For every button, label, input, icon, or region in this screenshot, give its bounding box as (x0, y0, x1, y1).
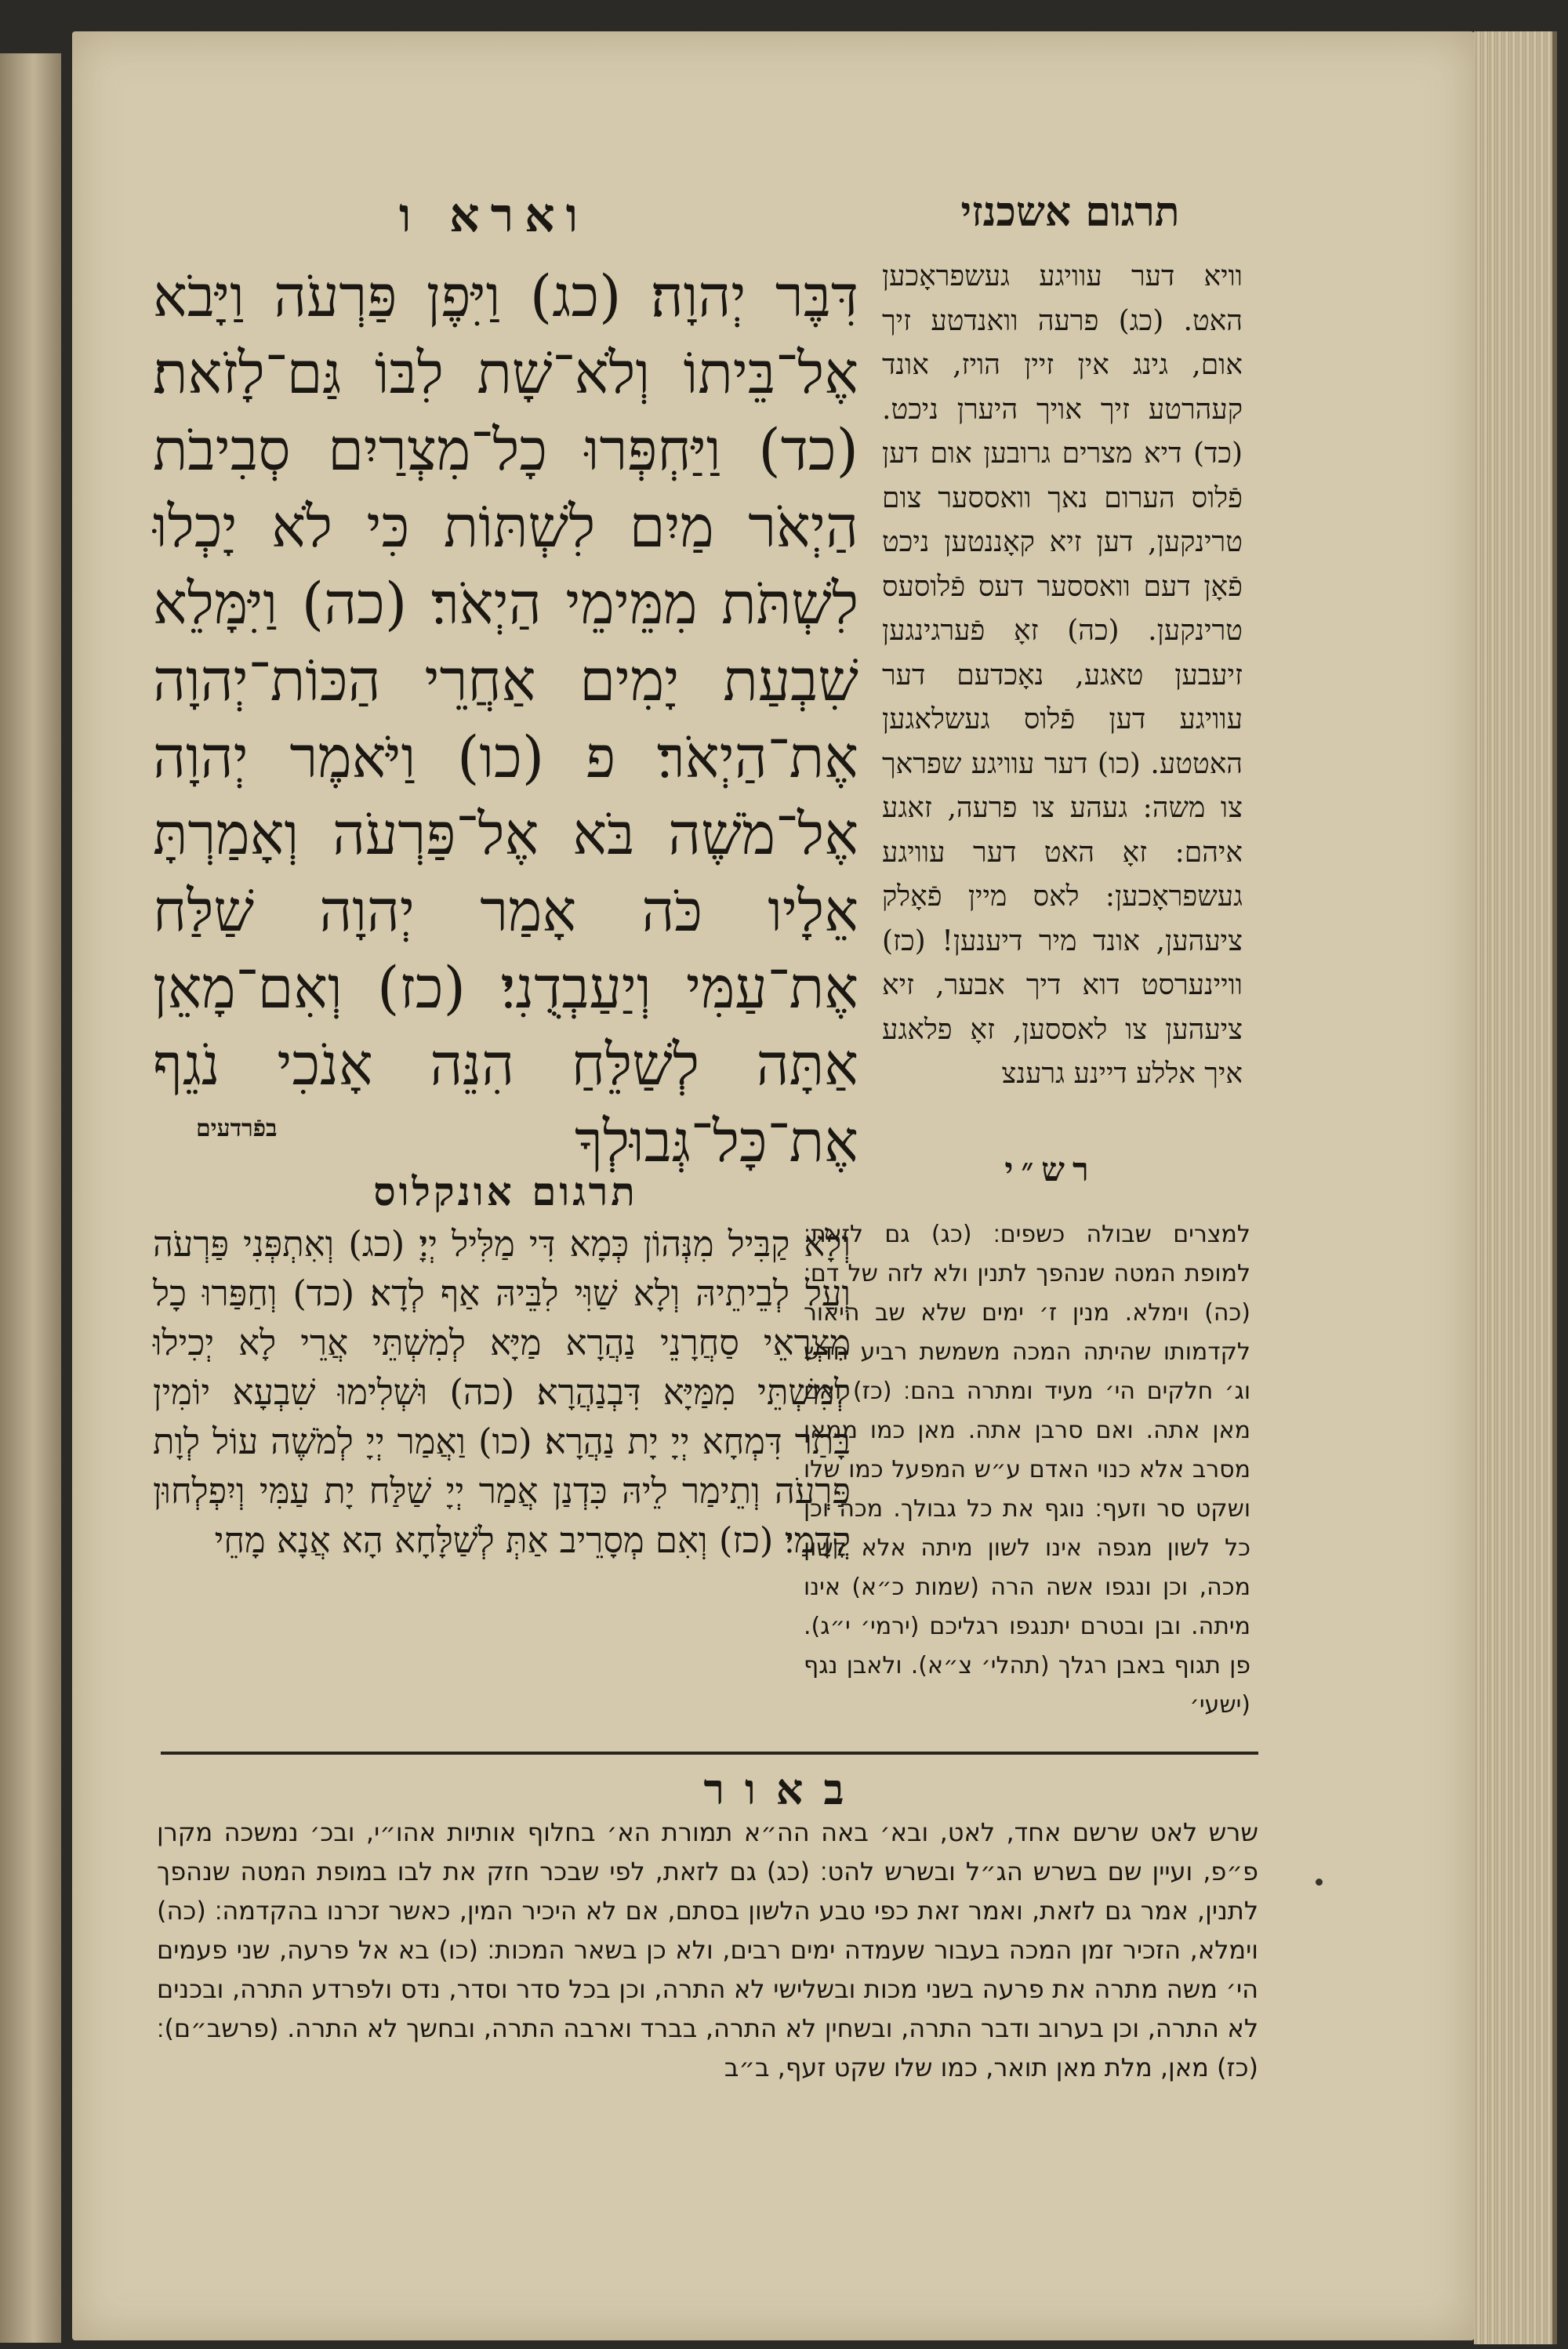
catchword: בפֿרדעים (196, 1115, 278, 1142)
rashi-heading: רש״י (1004, 1150, 1097, 1189)
ink-spot (1316, 1879, 1323, 1886)
torah-text-block: דִּבֶּר יְהוָה׃ (כג) וַיִּפֶן פַּרְעֹה וַיָּבֹא אֶל־בֵּיתוֹ וְלֹא־שָׁת לִבּוֹ גַּם־לָזֹאת׃ (כד) וַיַּחְפְּרוּ כָל־מִצְרַיִם סְבִיבֹת הַיְאֹר מַיִם לִשְׁתּוֹת כִּי לֹא יָכְלוּ לִשְׁתֹּת מִמֵּימֵי הַיְאֹר׃ (כה) וַיִּמָּלֵא שִׁבְעַת יָמִים אַחֲרֵי הַכּוֹת־יְהוָה אֶת־הַיְאֹר׃ פ (כו) וַיֹּאמֶר יְהוָה אֶל־מֹשֶׁה בֹּא אֶל־פַּרְעֹה וְאָמַרְתָּ אֵלָיו כֹּה אָמַר יְהוָה שַׁלַּח אֶת־עַמִּי וְיַעַבְדֻנִי׃ (כז) וְאִם־מָאֵן אַתָּה לְשַׁלֵּחַ הִנֵּה אָנֹכִי נֹגֵף אֶת־כָּל־גְּבוּלְךָ (153, 263, 858, 1175)
section-divider (161, 1752, 1258, 1755)
beur-heading: באור (703, 1764, 865, 1814)
adjacent-page-edge (0, 53, 61, 2343)
header-parsha-title: וארא ו (398, 188, 590, 243)
onkelos-heading: תרגום אונקלוס (373, 1168, 638, 1214)
yiddish-translation-block: וויא דער עוויגע געשפראָכען האט. (כג) פרעה וואנדטע זיך אום, גינג אין זיין הויז, אונד קעהרטע זיך אויך היערן ניכט. (כד) דיא מצרים גרובען אום דען פֿלוס הערום נאך וואססער צום טרינקען, דען זיא קאָננטען ניכט פֿאָן דעם וואססער דעס פֿלוסעס טרינקען. (כה) זאָ פֿערגינגען זיעבען טאגע, נאָכדעם דער עוויגע דען פֿלוס געשלאגען האטטע. (כו) דער עוויגע שפראך צו משה: געהע צו פרעה, זאגע איהם: זאָ האט דער עוויגע געשפראָכען: לאס מיין פֿאָלק ציעהען, אונד מיר דיענען! (כז) וויינערסט דוא דיך אבער, זיא ציעהען צו לאססען, זאָ פלאגע איך אללע דיינע גרענצ (882, 260, 1243, 1090)
page-stack-edge (1474, 31, 1557, 2344)
rashi-text-block: למצרים שבולה כשפים׃ (כג) גם לזאת׃ למופת המטה שנהפך לתנין ולא לזה של דם׃ (כה) וימלא. מנין ז׳ ימים שלא שב היאור לקדמותו שהיתה המכה משמשת רביע חדש וג׳ חלקים הי׳ מעיד ומתרה בהם׃ (כז) ואם מאן אתה. ואם סרבן אתה. מאן כמו ממאן מסרב אלא כנוי האדם ע״ש המפעל כמו שלו ושקט סר וזעף׃ נוגף את כל גבולך. מכה וכן כל לשון מגפה אינו לשון מיתה אלא לשון מכה, וכן ונגפו אשה הרה (שמות כ״א) אינו מיתה. ובן ובטרם יתנגפו רגליכם (ירמי׳ י״ג). פן תגוף באבן רגלך (תהלי׳ צ״א). ולאבן נגף (ישעי׳ (804, 1221, 1250, 1719)
onkelos-text-block: וְלָא קַבִּיל מִנְּהוֹן כְּמָא דִּי מַלִּיל יְיָ׃ (כג) וְאִתְפְּנִי פַּרְעֹה וְעַל לְבֵיתֵיהּ וְלָא שַׁוִּי לִבֵּיהּ אַף לְדָא׃ (כד) וְחַפַּרוּ כָל מִצְרָאֵי סַחֲרָנֵי נַהֲרָא מַיָּא לְמִשְׁתֵּי אֲרֵי לָא יְכִילוּ לְמִשְׁתֵּי מִמַּיָּא דִּבְנַהֲרָא׃ (כה) וּשְׁלִימוּ שִׁבְעָא יוֹמִין בָּתַר דִּמְחָא יְיָ יָת נַהֲרָא׃ (כו) וַאֲמַר יְיָ לְמֹשֶׁה עוֹל לְוָת פַּרְעֹה וְתֵימַר לֵיהּ כִּדְנַן אֲמַר יְיָ שַׁלַּח יָת עַמִּי וְיִפְלְחוּן קֳדָמַי׃ (כז) וְאִם מְסָרֵיב אַתְּ לְשַׁלָּחָא הָא אֲנָא מָחֵי (153, 1223, 851, 1561)
beur-text-block: שרש לאט שרשם אחד, לאט, ובא׳ באה הה״א תמורת הא׳ בחלוף אותיות אהו״י, ובכ׳ נמשכה מקרן פ״פ, ועיין שם בשרש הג״ל ובשרש להט׃ (כג) גם לזאת, לפי שבכר חזק את לבו במופת המטה שנהפך לתנין, אמר גם לזאת, ואמר זאת כפי טבע הלשון בסתם, אם לא היכיר המין, כאשר זכרנו בהקדמה׃ (כה) וימלא, הזכיר זמן המכה בעבור שעמדה ימים רבים, ולא כן בשאר המכות׃ (כו) בא אל פרעה, שני פעמים הי׳ משה מתרה את פרעה בשני מכות ובשלישי לא התרה, וכן בכל סדר וסדר, נדס ולפרדע התרה, ובכנים לא התרה, וכן בערוב ודבר התרה, ובשחין לא התרה, בברד וארבה התרה, ובחשך לא התרה. (פרשב״ם)׃ (כז) מאן, מלת מאן תואר, כמו שלו שקט זעף, ב״ב (157, 1817, 1258, 2082)
header-targum-ashkenazi: תרגום אשכנזי (960, 188, 1180, 236)
